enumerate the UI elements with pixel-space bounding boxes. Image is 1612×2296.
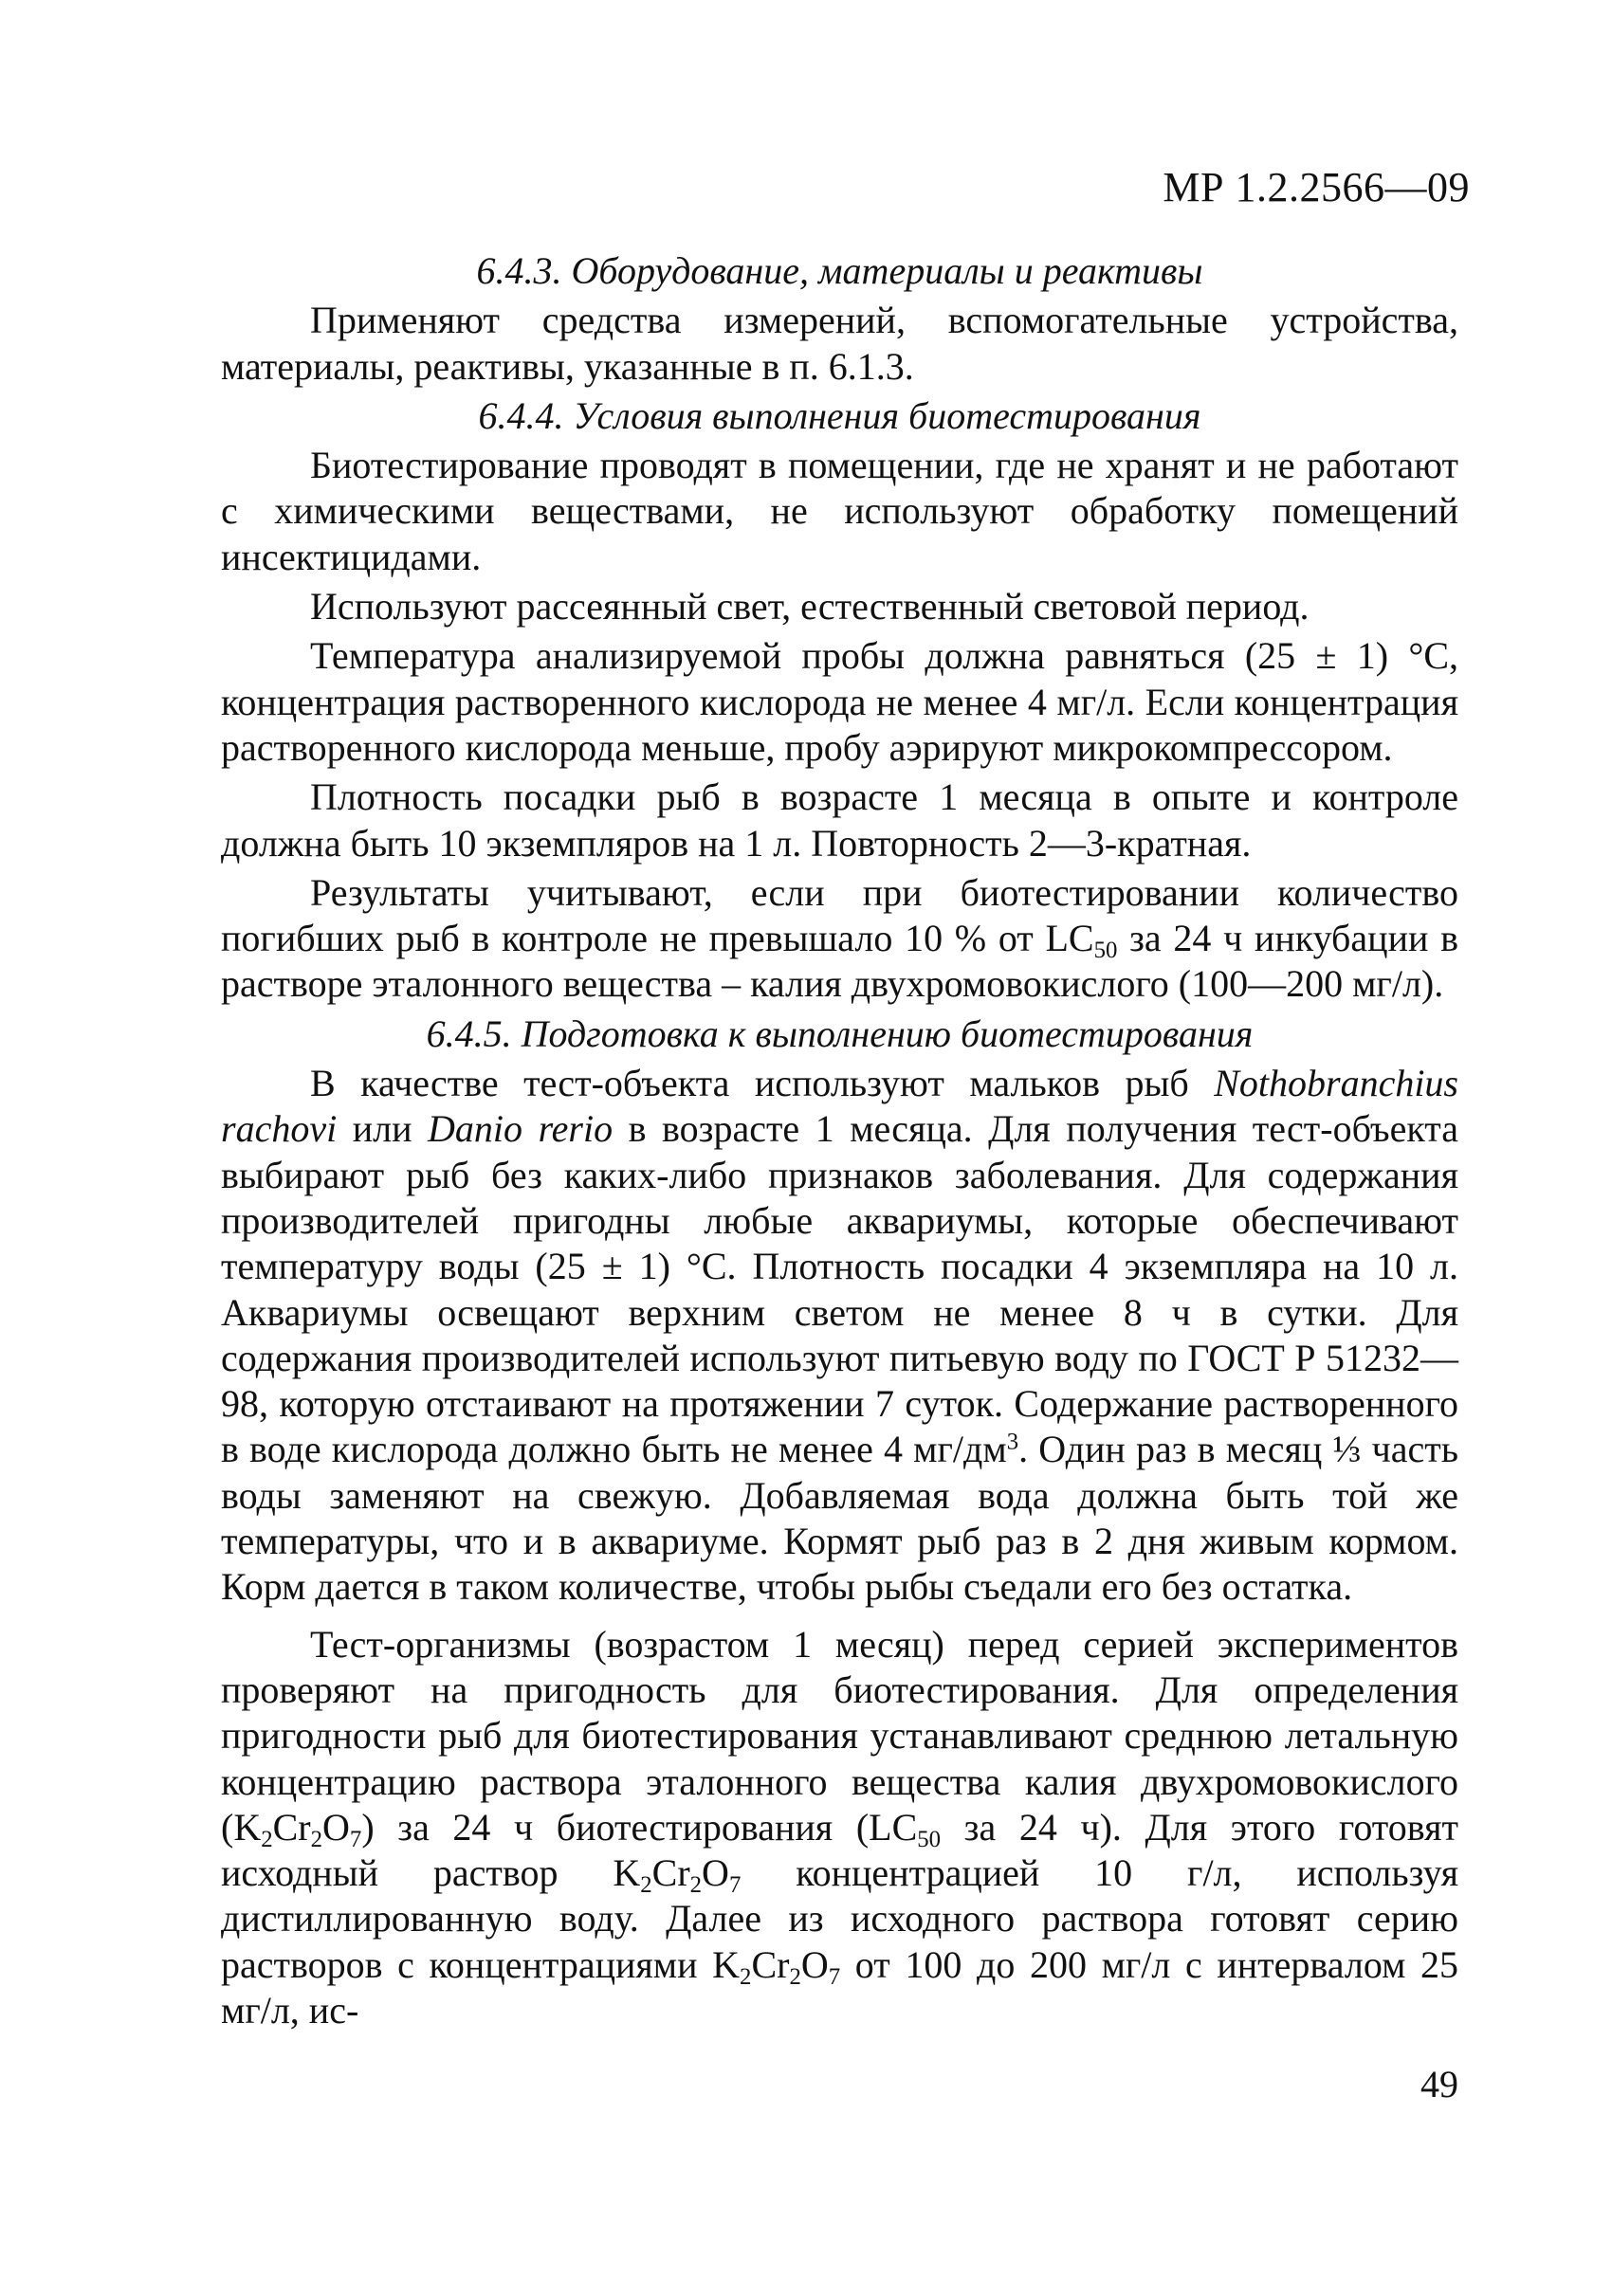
species-name: Nothobranchius rachovi	[221, 1062, 1458, 1151]
subscript: 2	[640, 1872, 652, 1899]
section-heading-6-4-5: 6.4.5. Подготовка к выполнению биотестирования	[426, 1011, 1254, 1055]
text-run: от 100 до 200 мг/л с интервалом 25 мг/л, ис-	[221, 1942, 1459, 2032]
text-run: концентрацией 10 г/л, используя дистиллированную воду. Далее из исходного раствора готовят серию растворов с концентрациями K	[221, 1851, 1458, 1986]
paragraph: Температура анализируемой пробы должна равняться (25 ± 1) °С, концентрация растворенного кислорода не менее 4 мг/л. Если концентрация растворенного кислорода меньше, пробу аэрируют микрокомпрессором.	[221, 634, 1458, 769]
paragraph: Применяют средства измерений, вспомогательные устройства, материалы, реактивы, указанные в п. 6.1.3.	[221, 299, 1458, 388]
paragraph	[221, 1061, 1458, 1611]
paragraph: Биотестирование проводят в помещении, где не хранят и не работают с химическими веществами, не используют обработку помещений инсектицидами.	[221, 444, 1458, 578]
subscript: 7	[349, 1826, 362, 1852]
text-run: O	[800, 1942, 829, 1986]
subscript: 2	[789, 1963, 801, 1990]
subscript: 2	[261, 1826, 273, 1852]
section-heading-6-4-3: 6.4.3. Оборудование, материалы и реактивы	[476, 249, 1203, 292]
subscript: 2	[689, 1872, 703, 1899]
text-run: за 24 ч инкубации в растворе эталонного вещества – калия двухромовокислого (100—200 мг/л).	[221, 917, 1458, 1006]
paragraph	[221, 870, 1458, 1008]
subscript: 7	[728, 1872, 742, 1899]
document-code: МР 1.2.2566—09	[1163, 164, 1470, 210]
subscript: 50	[917, 1826, 942, 1852]
text-run: ) за 24 ч биотестирования (LC	[361, 1805, 918, 1849]
section-heading-6-4-4: 6.4.4. Условия выполнения биотестирования	[478, 393, 1201, 437]
page-content	[221, 245, 1458, 2033]
text-run: в возрасте 1 месяца. Для получения тест-объекта выбирают рыб без каких-либо признаков заболевания. Для содержания производителей пригодны любые аквариумы, которые обеспечивают температуру воды (25 ± 1) °С. Плотность посадки 4 экземпляра на 10 л. Аквариумы освещают верхним светом не менее 8 ч в сутки. Для содержания производителей используют питьевую воду по ГОСТ Р 51232—98, которую отстаивают на протяжении 7 суток. Содержание растворенного в воде кислорода должно быть не менее 4 мг/дм	[221, 1107, 1458, 1471]
text-run: или	[337, 1107, 429, 1151]
text-run: В качестве тест-объекта используют мальков рыб	[310, 1062, 1215, 1105]
text-run: O	[702, 1851, 729, 1895]
subscript: 50	[1093, 938, 1118, 964]
page-number: 49	[1420, 2063, 1458, 2105]
text-run: O	[322, 1805, 350, 1849]
species-name: Danio rerio	[428, 1107, 614, 1151]
paragraph	[221, 1622, 1458, 2034]
text-run: . Один раз в месяц ⅓ часть воды заменяют на свежую. Добавляемая вода должна быть той же температуры, что и в аквариуме. Кормят рыб раз в 2 дня живым кормом. Корм дается в таком количестве, чтобы рыбы съедали его без остатка.	[221, 1428, 1459, 1609]
text-run: Cr	[651, 1851, 690, 1895]
text-run: Cr	[272, 1805, 311, 1849]
subscript: 2	[740, 1963, 752, 1990]
subscript: 2	[310, 1826, 323, 1852]
text-run: Результаты учитывают, если при биотестировании количество погибших рыб в контроле не превышало 10 % от LC	[221, 870, 1458, 960]
text-run: Тест-организмы (возрастом 1 месяц) перед серией экспериментов проверяют на пригодность для биотестирования. Для определения пригодности рыб для биотестирования устанавливают среднюю летальную концентрацию раствора эталонного вещества калия двухромовокислого (K	[221, 1622, 1458, 1849]
text-run: за 24 ч). Для этого готовят исходный раствор K	[221, 1805, 1458, 1895]
paragraph: Плотность посадки рыб в возрасте 1 месяца в опыте и контроле должна быть 10 экземпляров на 1 л. Повторность 2—3-кратная.	[221, 775, 1458, 865]
subscript: 7	[828, 1963, 841, 1990]
superscript: 3	[1006, 1429, 1019, 1455]
text-run: Cr	[751, 1942, 790, 1986]
paragraph: Используют рассеянный свет, естественный световой период.	[310, 585, 1310, 629]
